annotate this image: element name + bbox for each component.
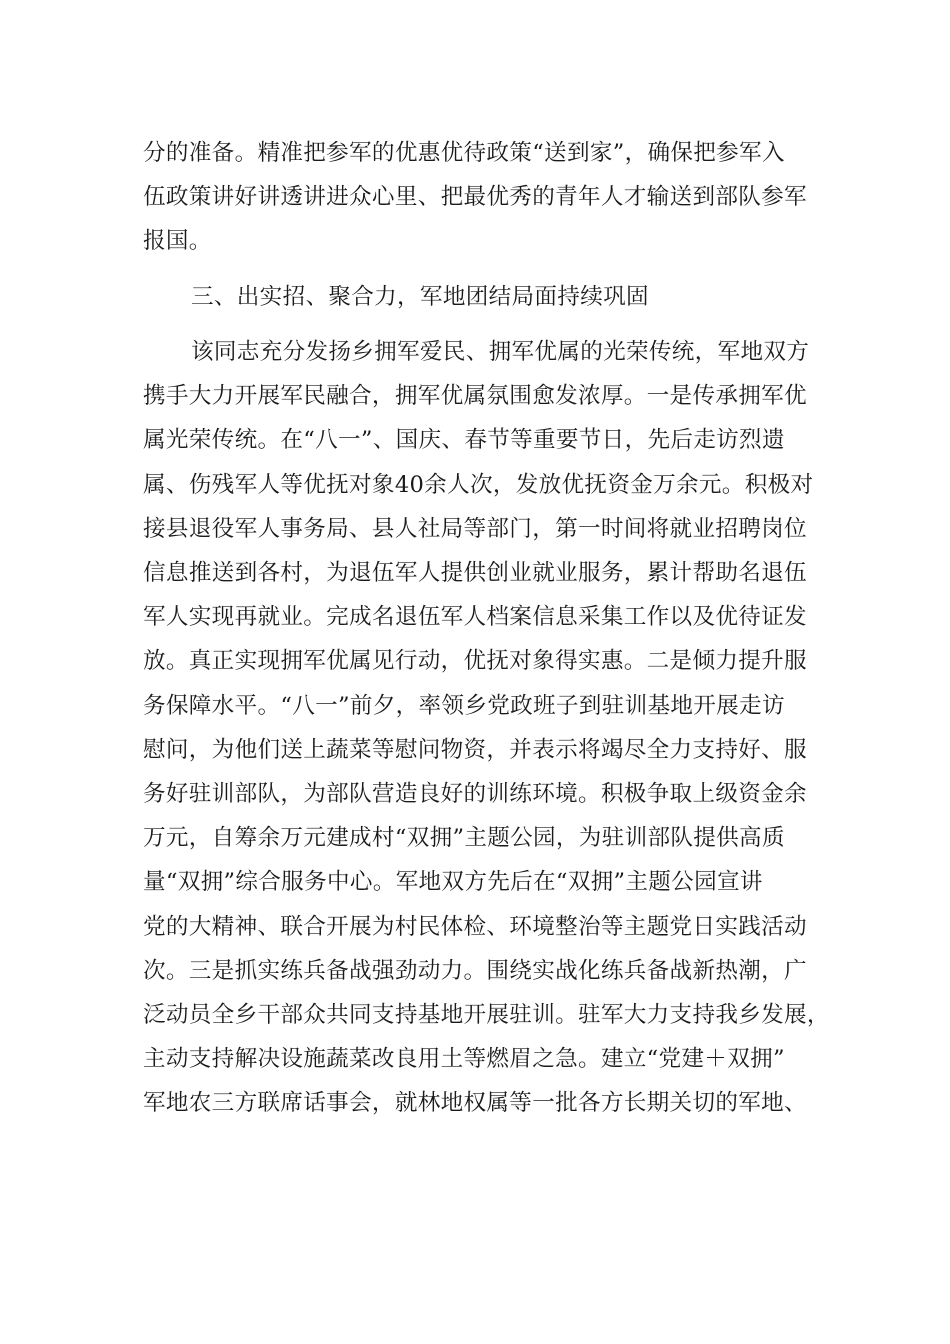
- section-heading: 三、出实招、聚合力，军地团结局面持续巩固: [191, 284, 649, 310]
- text-line-6: 携手大力开展军民融合，拥军优属氛围愈发浓厚。一是传承拥军优: [143, 383, 807, 409]
- text-line-14: 慰问，为他们送上蔬菜等慰问物资，并表示将竭尽全力支持好、服: [143, 737, 807, 763]
- text-line-18: 党的大精神、联合开展为村民体检、环境整治等主题党日实践活动: [143, 914, 807, 940]
- text-line-7: 属光荣传统。在“八一”、国庆、春节等重要节日，先后走访烈遗: [143, 427, 785, 453]
- text-line-15: 务好驻训部队，为部队营造良好的训练环境。积极争取上级资金余: [143, 781, 807, 807]
- text-line-17: 量“双拥”综合服务中心。军地双方先后在“双拥”主题公园宣讲: [143, 869, 763, 895]
- text-line-16: 万元，自筹余万元建成村“双拥”主题公园，为驻训部队提供高质: [143, 825, 785, 851]
- text-line-9: 接县退役军人事务局、县人社局等部门，第一时间将就业招聘岗位: [143, 516, 807, 542]
- text-line-5: 该同志充分发扬乡拥军爱民、拥军优属的光荣传统，军地双方: [191, 339, 810, 365]
- text-line-11: 军人实现再就业。完成名退伍军人档案信息采集工作以及优待证发: [143, 604, 807, 630]
- text-line-21: 主动支持解决设施蔬菜改良用土等燃眉之急。建立“党建＋双拥”: [143, 1046, 785, 1072]
- text-line-13: 务保障水平。“八一”前夕，率领乡党政班子到驻训基地开展走访: [143, 693, 785, 719]
- text-line-1: 分的准备。精准把参军的优惠优待政策“送到家”，确保把参军入: [143, 140, 785, 166]
- text-line-22: 军地农三方联席话事会，就林地权属等一批各方长期关切的军地、: [143, 1090, 807, 1116]
- text-line-8: 属、伤残军人等优抚对象40余人次，发放优抚资金万余元。积极对: [143, 472, 814, 498]
- text-line-10: 信息推送到各村，为退伍军人提供创业就业服务，累计帮助名退伍: [143, 560, 807, 586]
- text-line-20: 泛动员全乡干部众共同支持基地开展驻训。驻军大力支持我乡发展，: [143, 1002, 830, 1028]
- text-line-19: 次。三是抓实练兵备战强劲动力。围绕实战化练兵备战新热潮，广: [143, 958, 807, 984]
- text-line-2: 伍政策讲好讲透讲进众心里、把最优秀的青年人才输送到部队参军: [143, 184, 807, 210]
- text-line-12: 放。真正实现拥军优属见行动，优抚对象得实惠。二是倾力提升服: [143, 648, 807, 674]
- text-line-3: 报国。: [143, 228, 212, 254]
